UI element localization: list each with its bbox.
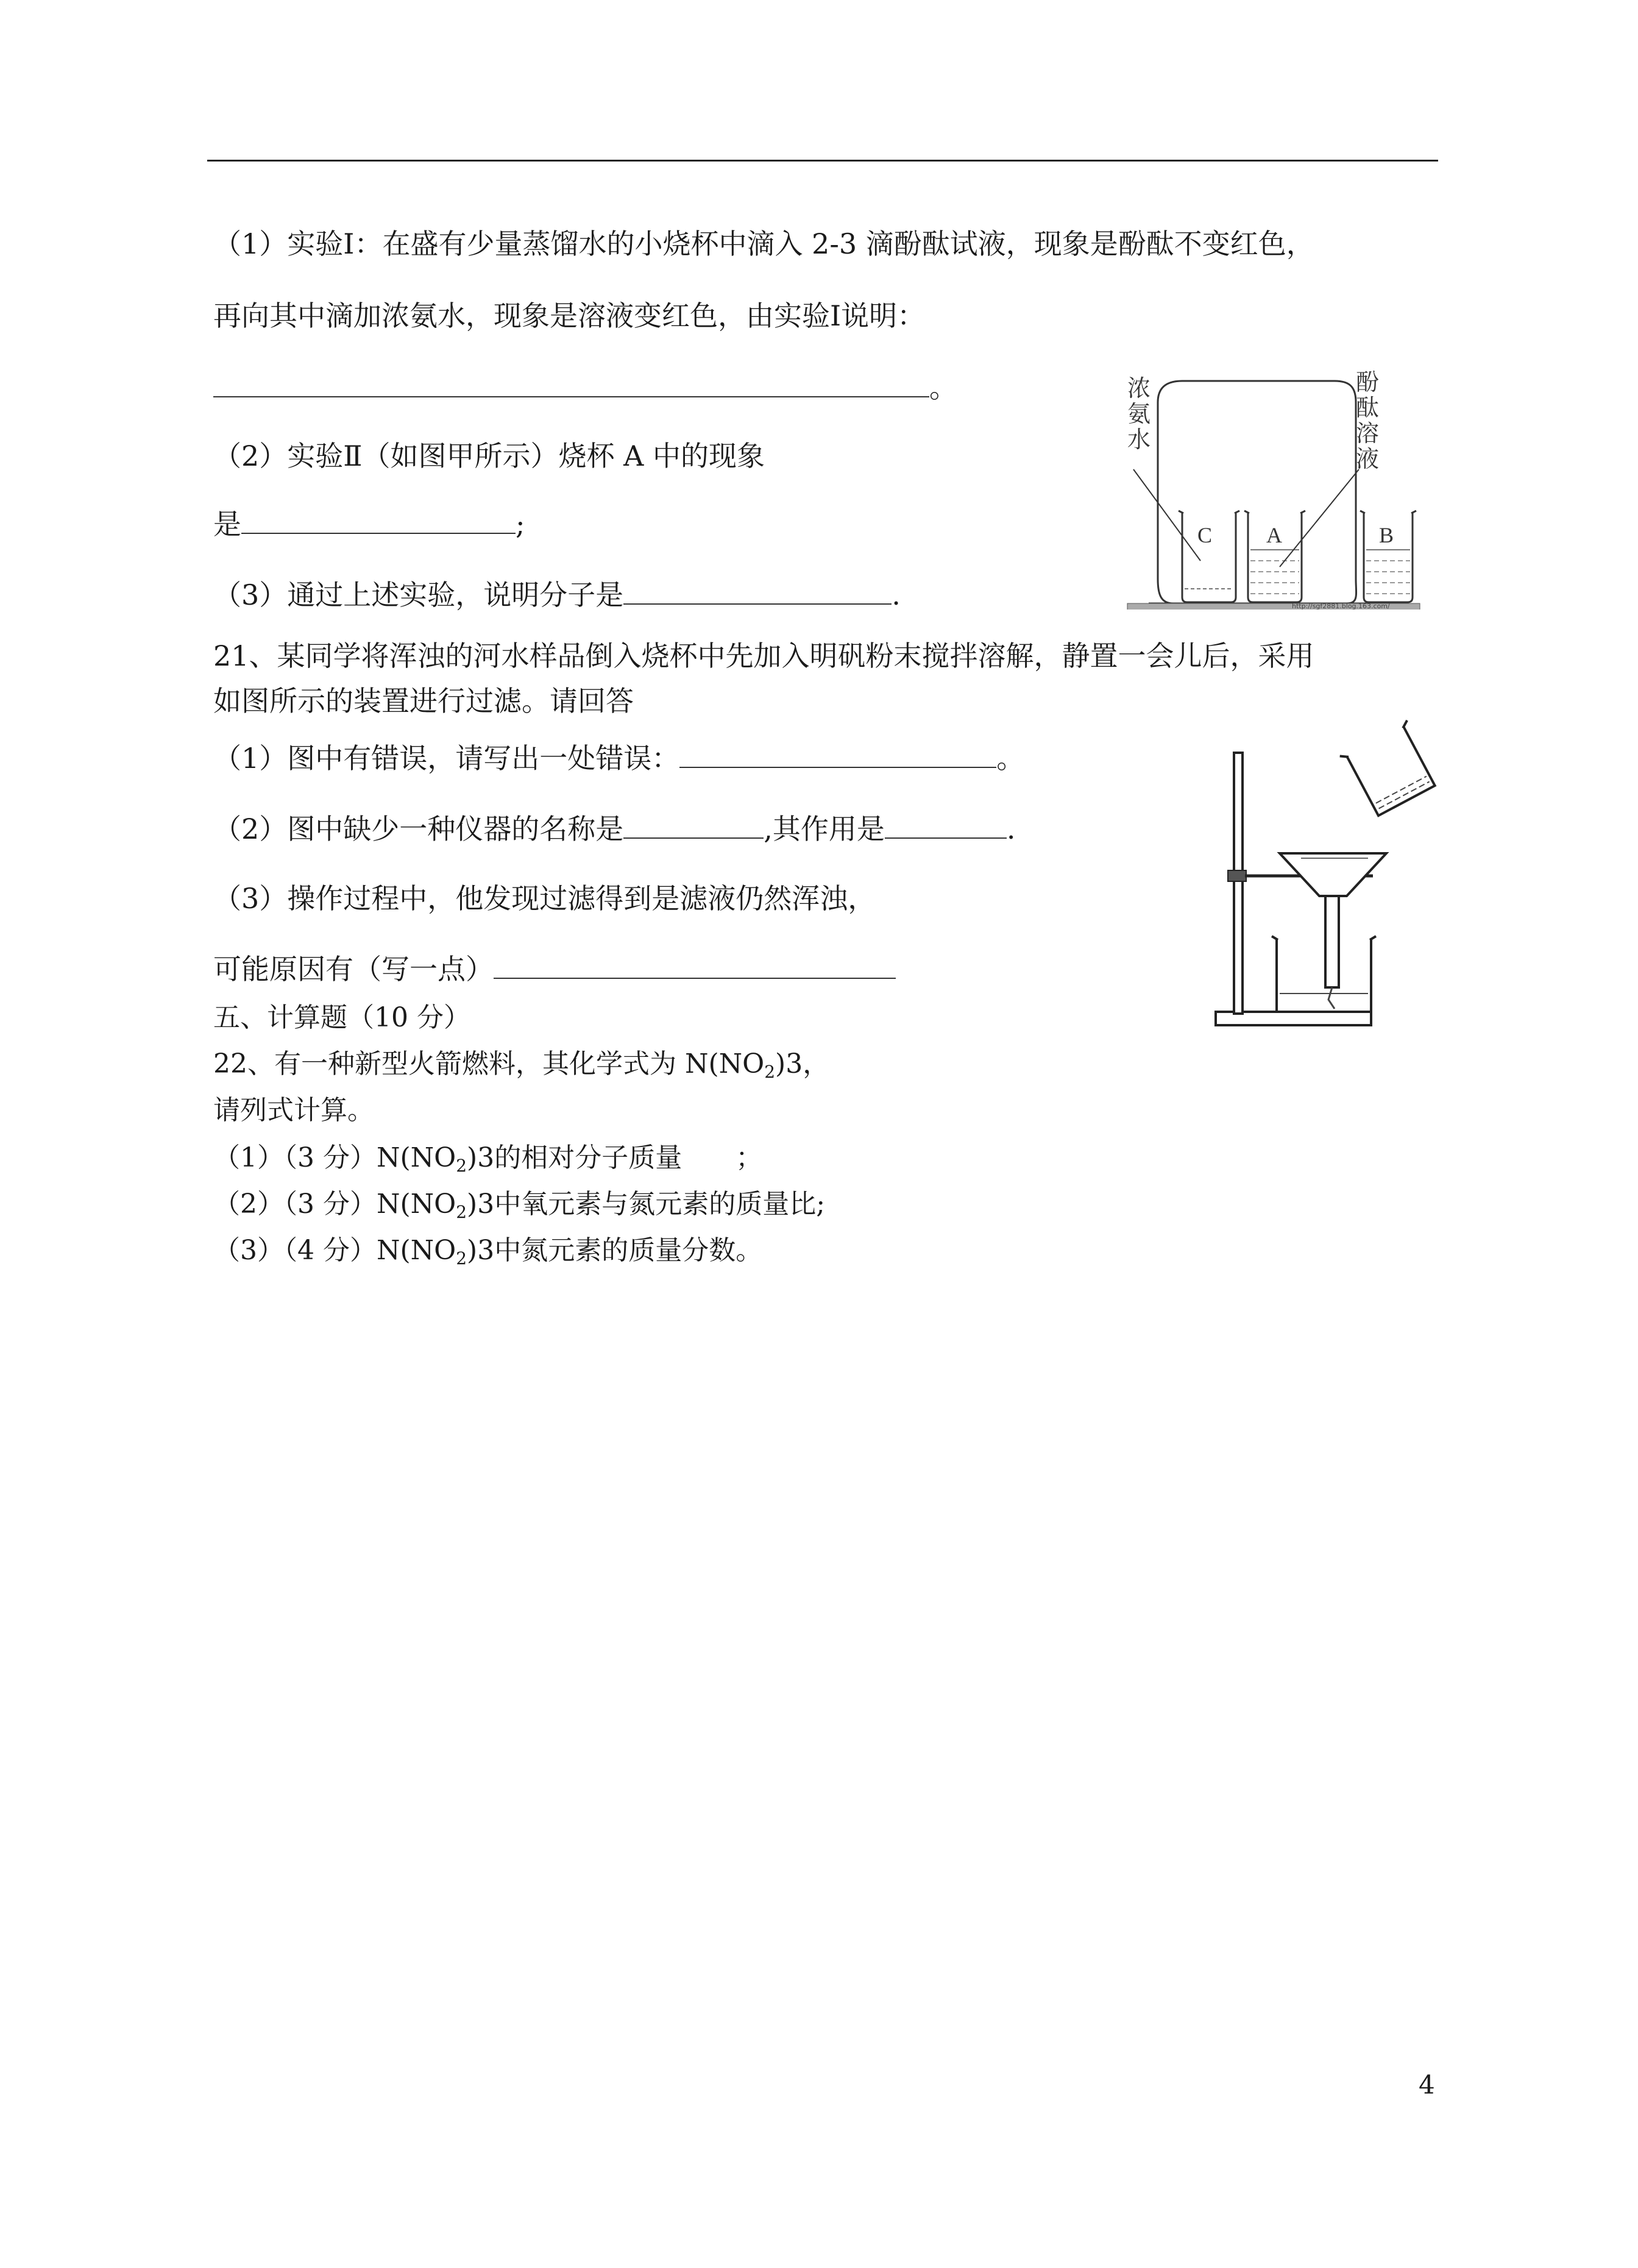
q2-line2-end: ; xyxy=(516,508,525,541)
q3-text: （3）通过上述实验，说明分子是 xyxy=(213,578,624,611)
answer-blank[interactable] xyxy=(679,742,996,768)
q21-p3-line2-text: 可能原因有（写一点） xyxy=(213,953,494,986)
beaker-c-label: C xyxy=(1197,523,1213,547)
q21-p3-line2 xyxy=(213,951,896,987)
q22-stem xyxy=(213,1046,829,1090)
q22-p3 xyxy=(213,1232,762,1277)
q22-stem-end: ， xyxy=(803,1048,830,1079)
q22-p2-end: 中氧元素与氮元素的质量比; xyxy=(494,1189,826,1220)
label-ammonia-3: 水 xyxy=(1127,426,1151,453)
label-phenol-2: 酞 xyxy=(1356,394,1380,421)
q2-line1: （2）实验Ⅱ（如图甲所示）烧杯 A 中的现象 xyxy=(213,439,765,472)
q2-line2-start: 是 xyxy=(213,508,241,541)
label-ammonia-1: 浓 xyxy=(1127,375,1151,402)
q2-line2 xyxy=(213,506,525,542)
page-number: 4 xyxy=(1419,2070,1435,2100)
q22-p1-text: （1）（3 分）N(NO xyxy=(213,1142,456,1173)
beaker-a-label: A xyxy=(1266,523,1282,547)
beaker-c xyxy=(1179,511,1239,602)
q21-p2-end: . xyxy=(1006,812,1016,845)
label-phenol-4: 液 xyxy=(1356,446,1380,472)
subscript-2: 2 xyxy=(456,1202,467,1222)
beaker-a xyxy=(1244,511,1305,602)
q22-p1-end: 的相对分子质量 ； xyxy=(494,1142,763,1173)
subscript-2: 2 xyxy=(456,1248,467,1268)
q22-stem-close: )3 xyxy=(775,1048,803,1079)
q22-p1-close: )3 xyxy=(467,1142,495,1173)
q22-stem-line2: 请列式计算。 xyxy=(213,1095,374,1126)
answer-blank[interactable] xyxy=(623,579,892,605)
q3-line xyxy=(213,577,901,613)
q21-stem-line1: 21、某同学将浑浊的河水样品倒入烧杯中先加入明矾粉末搅拌溶解，静置一会儿后，采用 xyxy=(213,639,1314,672)
figure-beakers xyxy=(1115,360,1432,610)
q3-end: . xyxy=(892,578,901,611)
q21-p1-text: （1）图中有错误，请写出一处错误： xyxy=(213,742,680,775)
beaker-b xyxy=(1360,511,1416,602)
q21-p1 xyxy=(213,740,1024,777)
q22-p3-end: 中氮元素的质量分数。 xyxy=(494,1235,763,1266)
answer-blank[interactable] xyxy=(885,813,1007,839)
q22-p2-text: （2）（3 分）N(NO xyxy=(213,1189,456,1220)
header-rule xyxy=(207,160,1438,162)
q21-p2 xyxy=(213,811,1016,847)
q1-line1: （1）实验Ⅰ：在盛有少量蒸馏水的小烧杯中滴入 2-3 滴酚酞试液，现象是酚酞不变红色， xyxy=(213,227,1314,260)
q22-stem-text: 22、有一种新型火箭燃料，其化学式为 N(NO xyxy=(213,1048,765,1079)
section5-title: 五、计算题（10 分） xyxy=(213,1002,470,1033)
q21-p2-text: （2）图中缺少一种仪器的名称是 xyxy=(213,812,624,845)
answer-blank[interactable] xyxy=(623,813,764,839)
q1-line2: 再向其中滴加浓氨水，现象是溶液变红色，由实验Ⅰ说明： xyxy=(213,299,926,332)
q21-p2-mid: ,其作用是 xyxy=(764,812,885,845)
q21-p1-end: 。 xyxy=(996,742,1025,775)
answer-blank[interactable] xyxy=(241,508,516,534)
q22-p1 xyxy=(213,1140,762,1184)
figure-watermark: http://sgf2881.blog.163.com/ xyxy=(1292,602,1390,610)
answer-blank[interactable] xyxy=(494,953,896,979)
label-ammonia-2: 氨 xyxy=(1127,400,1151,427)
q22-p2-close: )3 xyxy=(467,1189,495,1220)
figure-filtration xyxy=(1210,719,1453,1036)
q22-p3-close: )3 xyxy=(467,1235,495,1266)
q21-stem-line2: 如图所示的装置进行过滤。请回答 xyxy=(213,684,634,717)
beaker-b-label: B xyxy=(1379,523,1394,547)
q1-line3 xyxy=(213,369,957,406)
subscript-2: 2 xyxy=(456,1156,467,1176)
label-phenol-3: 溶 xyxy=(1356,420,1380,447)
subscript-2: 2 xyxy=(764,1062,776,1082)
q22-p2 xyxy=(213,1186,825,1231)
answer-blank[interactable] xyxy=(213,372,929,397)
q1-line3-end: 。 xyxy=(929,371,957,404)
q22-p3-text: （3）（4 分）N(NO xyxy=(213,1235,456,1266)
label-phenol-1: 酚 xyxy=(1356,369,1380,396)
q21-p3: （3）操作过程中，他发现过滤得到是滤液仍然浑浊， xyxy=(213,882,876,915)
